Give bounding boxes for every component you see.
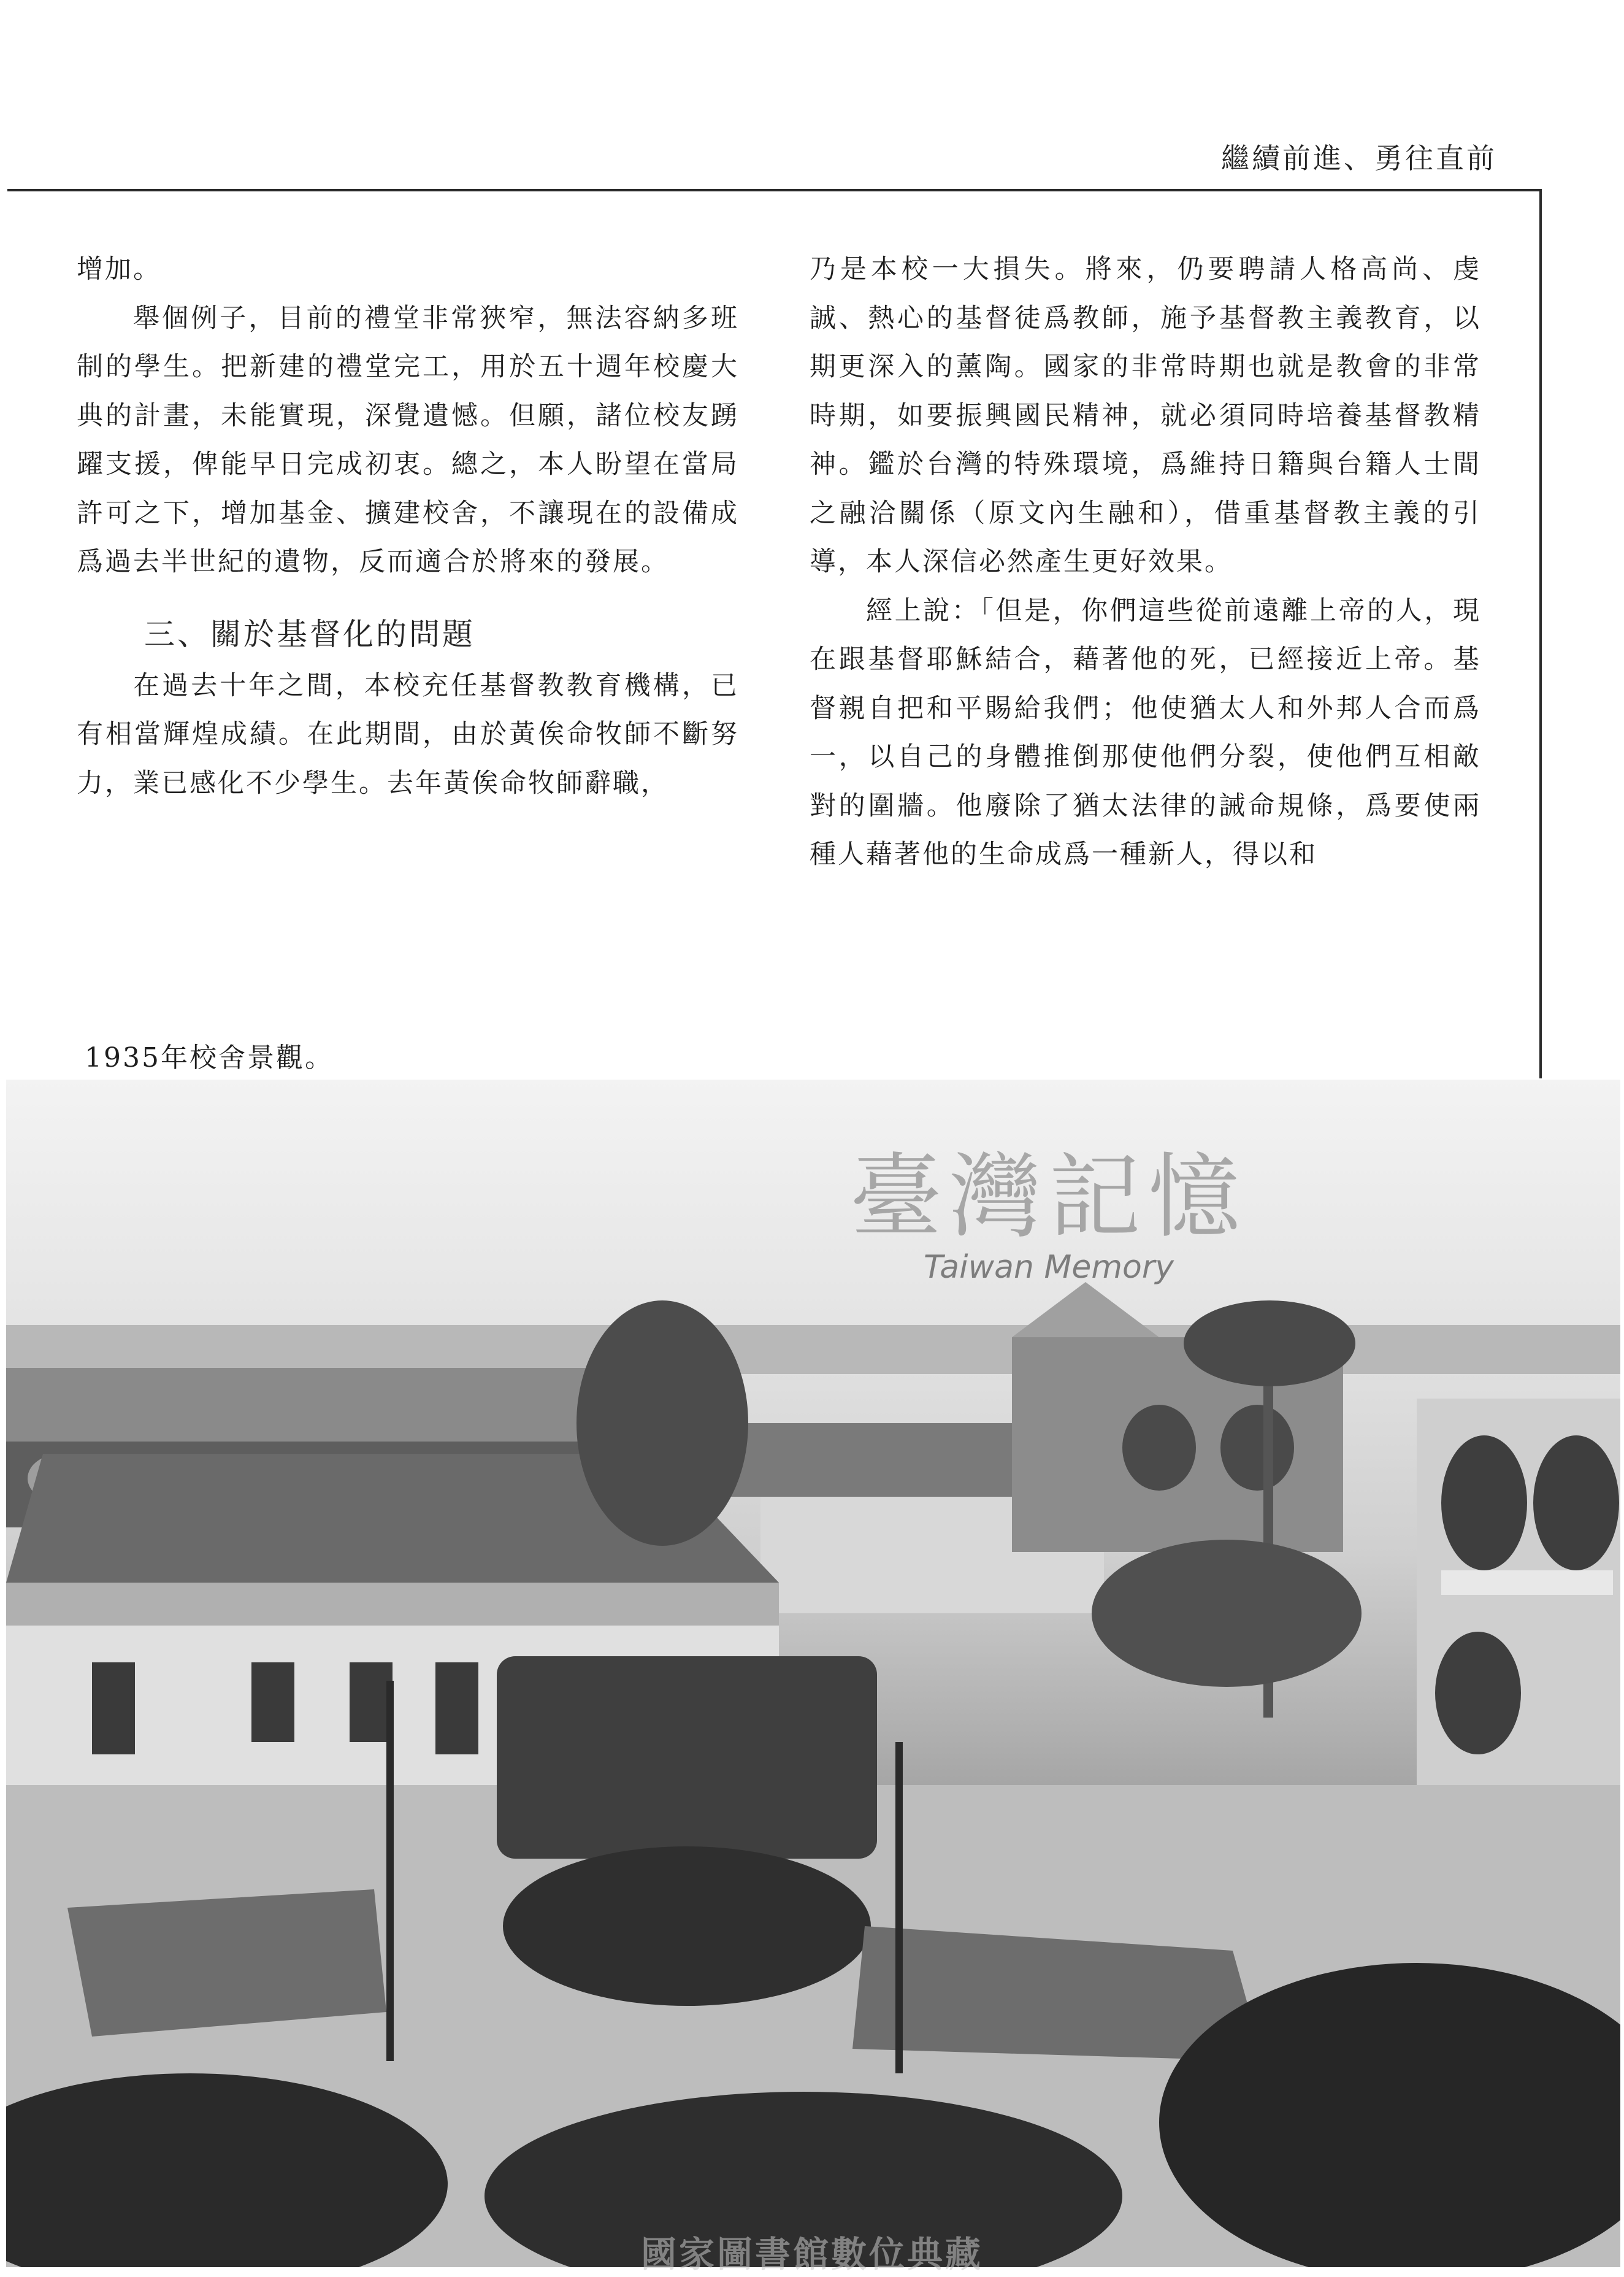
right-text-column [810, 245, 1481, 880]
library-watermark: 國家圖書館數位典藏 [640, 2233, 983, 2275]
paragraph: 增加。 [77, 254, 161, 285]
watermark-english: Taiwan Memory [924, 1249, 1174, 1286]
header-rule [7, 189, 1541, 191]
section-heading: 三、關於基督化的問題 [144, 616, 475, 652]
watermark-chinese: 臺灣記憶 [849, 1144, 1247, 1251]
paragraph: 在過去十年之間，本校充任基督教教育機構，已有相當輝煌成績。在此期間，由於黃俟命牧師不斷努力，業已感化不少學生。去年黃俟命牧師辭職， [77, 670, 739, 799]
paragraph: 乃是本校一大損失。將來，仍要聘請人格高尚、虔誠、熱心的基督徒爲教師，施予基督教主義教育，以期更深入的薰陶。國家的非常時期也就是教會的非常時期，如要振興國民精神，就必須同時培養基督教精神。鑑於台灣的特殊環境，爲維持日籍與台籍人士間之融洽關係（原文內生融和），借重基督教主義的引導，本人深信必然產生更好效果。 [810, 254, 1481, 577]
running-header: 繼續前進、勇往直前 [1221, 142, 1497, 175]
paragraph: 經上說：「但是，你們這些從前遠離上帝的人，現在跟基督耶穌結合，藉著他的死，已經接近上帝。基督親自把和平賜給我們；他使猶太人和外邦人合而爲一，以自己的身體推倒那使他們分裂，使他們互相敵對的圍牆。他廢除了猶太法律的誡命規條，爲要使兩種人藉著他的生命成爲一種新人，得以和 [810, 595, 1481, 870]
taiwan-memory-watermark [803, 1123, 1294, 1286]
photo-caption: 1935年校舍景觀。 [85, 1042, 334, 1073]
paragraph: 舉個例子，目前的禮堂非常狹窄，無法容納多班制的學生。把新建的禮堂完工，用於五十週年校慶大典的計畫，未能實現，深覺遺憾。但願，諸位校友踴躍支援，俾能早日完成初衷。總之，本人盼望在當局許可之下，增加基金、擴建校舍，不讓現在的設備成爲過去半世紀的遺物，反而適合於將來的發展。 [77, 302, 739, 577]
page-right-border [1539, 189, 1542, 1078]
left-text-column [77, 245, 739, 808]
